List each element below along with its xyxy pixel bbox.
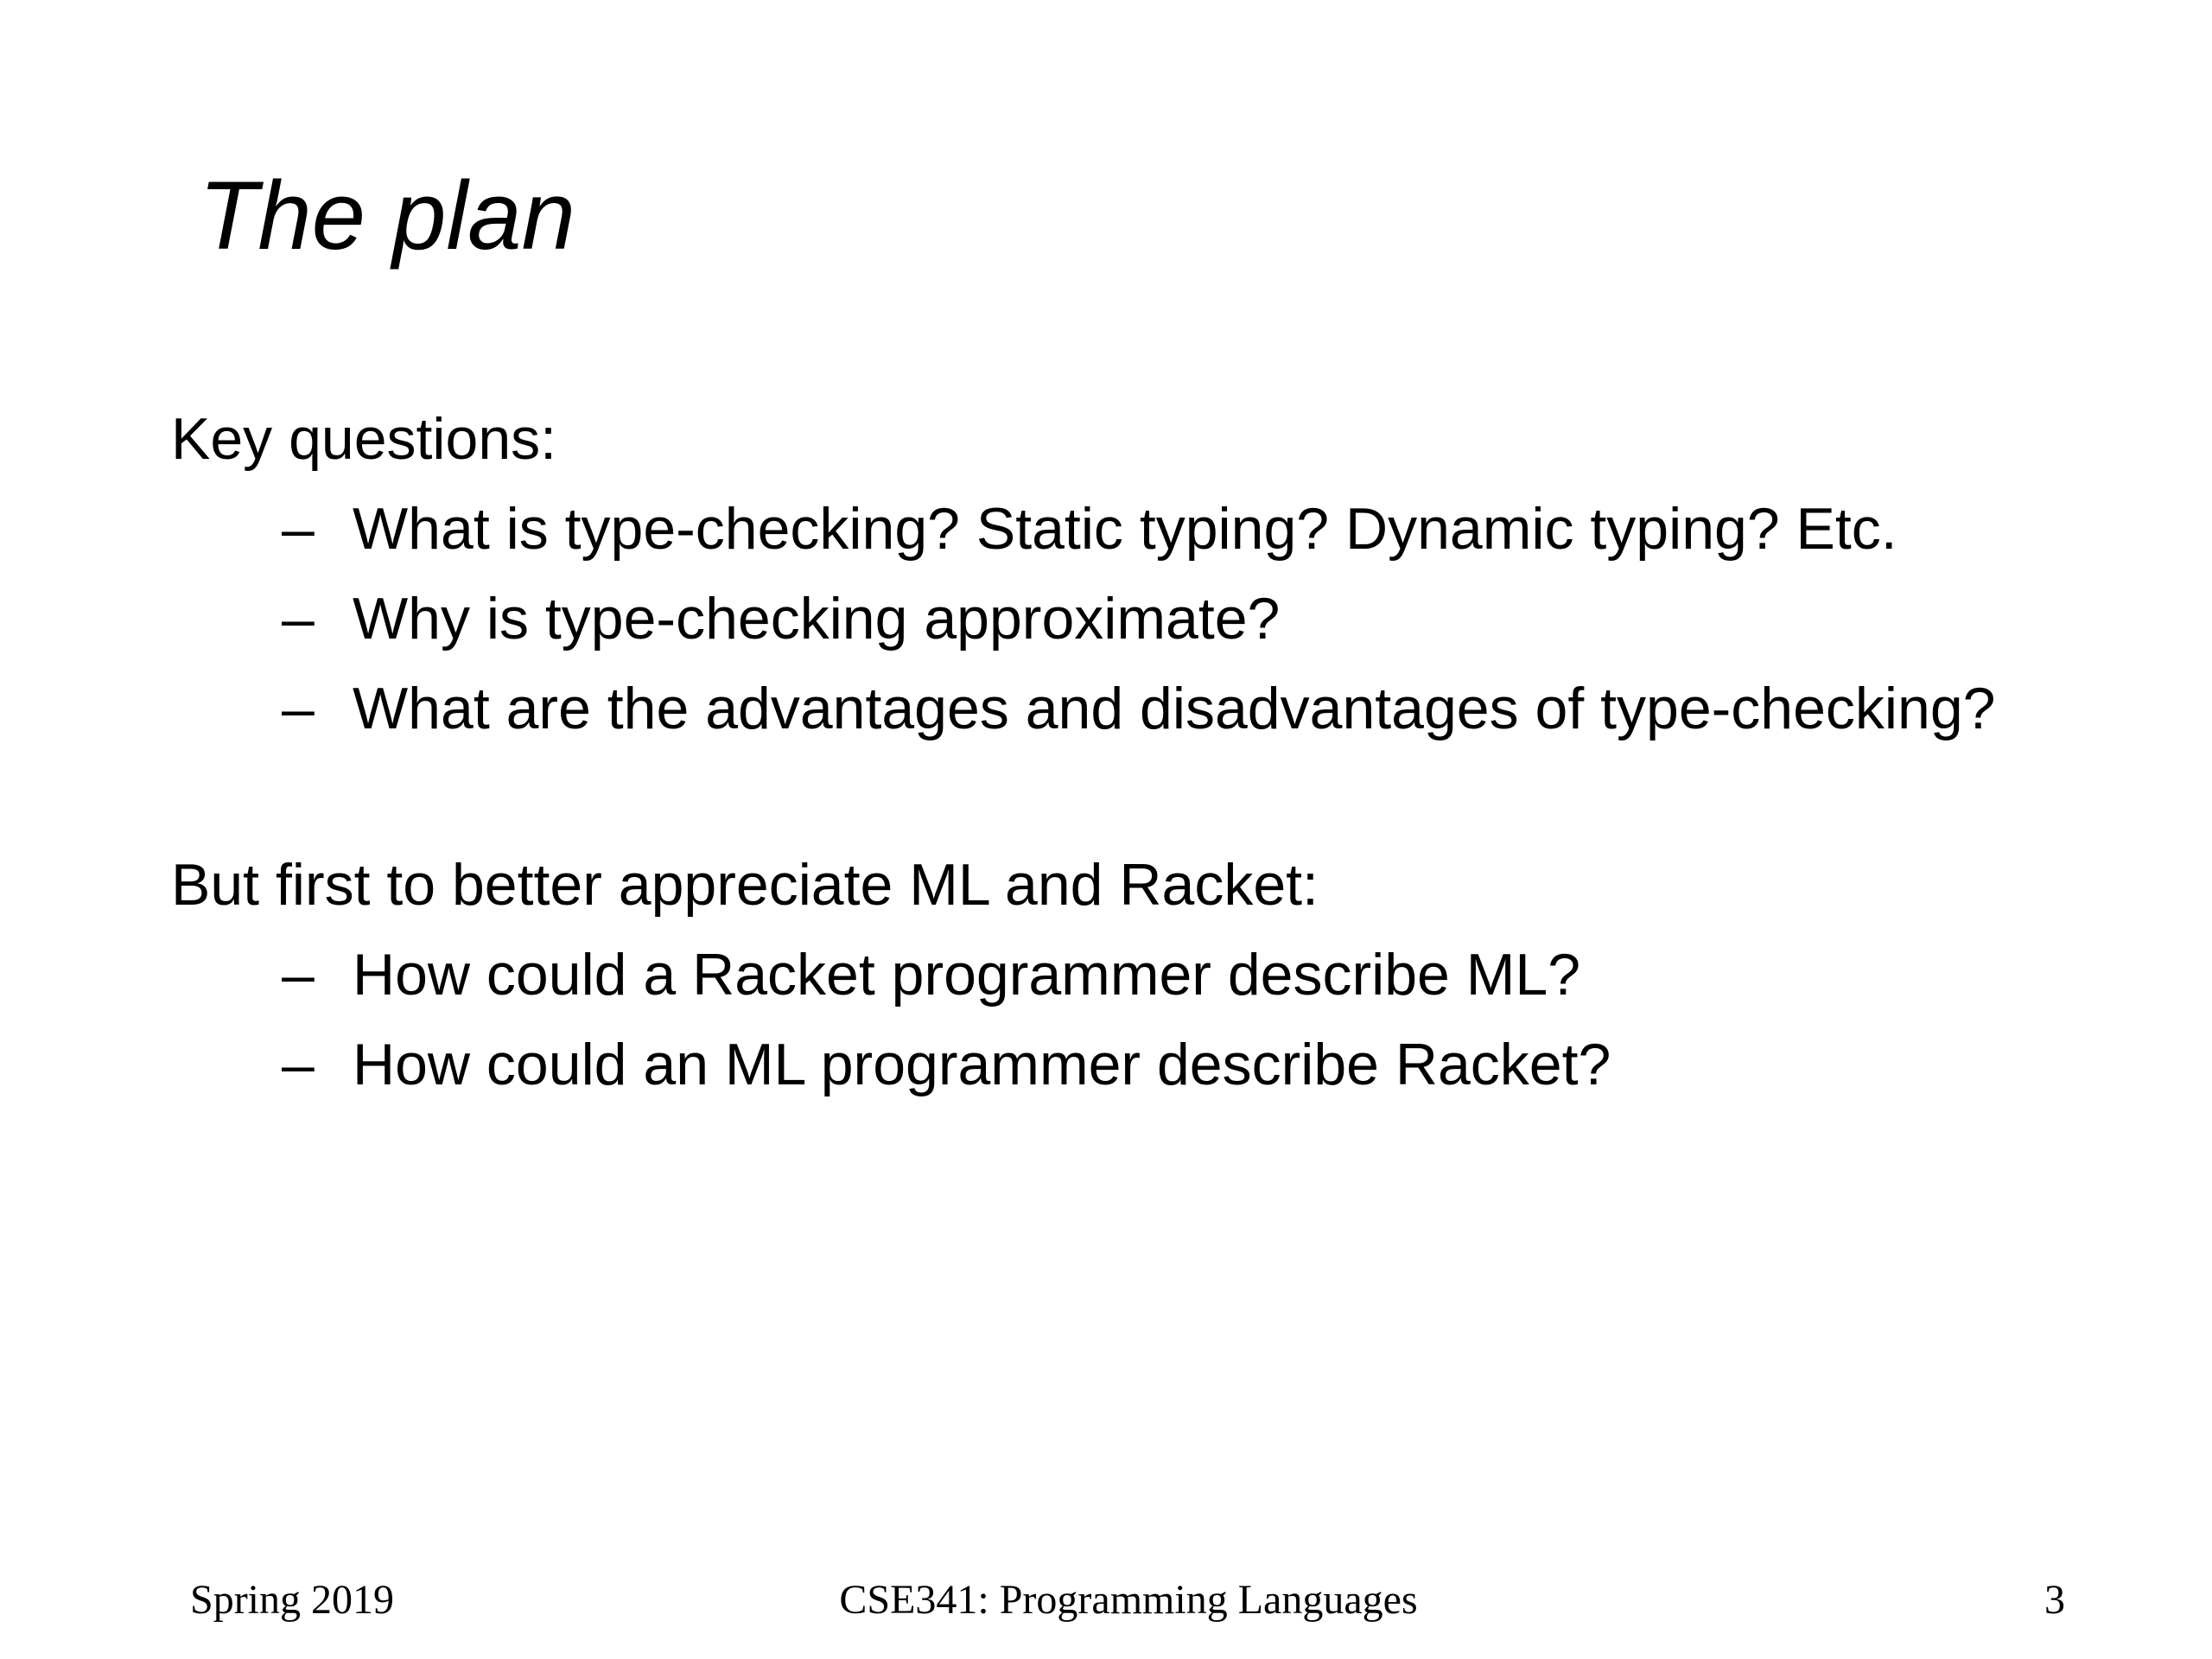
section-heading: Key questions: — [171, 406, 557, 472]
footer-page-number: 3 — [2044, 1577, 2065, 1623]
key-questions-section — [171, 394, 1995, 753]
bullet-text: What are the advantages and disadvantages of type-checking? — [353, 676, 1996, 741]
footer-term: Spring 2019 — [190, 1577, 395, 1623]
bullet-item — [171, 1020, 1611, 1109]
bullet-dash: – — [282, 586, 315, 652]
footer-course: CSE341: Programming Languages — [839, 1577, 1418, 1623]
bullet-dash: – — [282, 676, 315, 741]
ml-racket-section — [171, 840, 1611, 1109]
bullet-item — [171, 484, 1995, 574]
bullet-dash: – — [282, 1032, 315, 1097]
bullet-dash: – — [282, 942, 315, 1007]
bullet-text: How could a Racket programmer describe ML? — [353, 942, 1581, 1007]
bullet-text: What is type-checking? Static typing? Dynamic typing? Etc. — [353, 496, 1897, 562]
bullet-dash: – — [282, 496, 315, 562]
bullet-item — [171, 664, 1995, 753]
bullet-item — [171, 574, 1995, 664]
bullet-text: How could an ML programmer describe Racket? — [353, 1032, 1611, 1097]
bullet-text: Why is type-checking approximate? — [353, 586, 1281, 652]
bullet-item — [171, 930, 1611, 1020]
slide-title: The plan — [199, 162, 575, 270]
section-heading: But first to better appreciate ML and Racket: — [171, 852, 1319, 918]
